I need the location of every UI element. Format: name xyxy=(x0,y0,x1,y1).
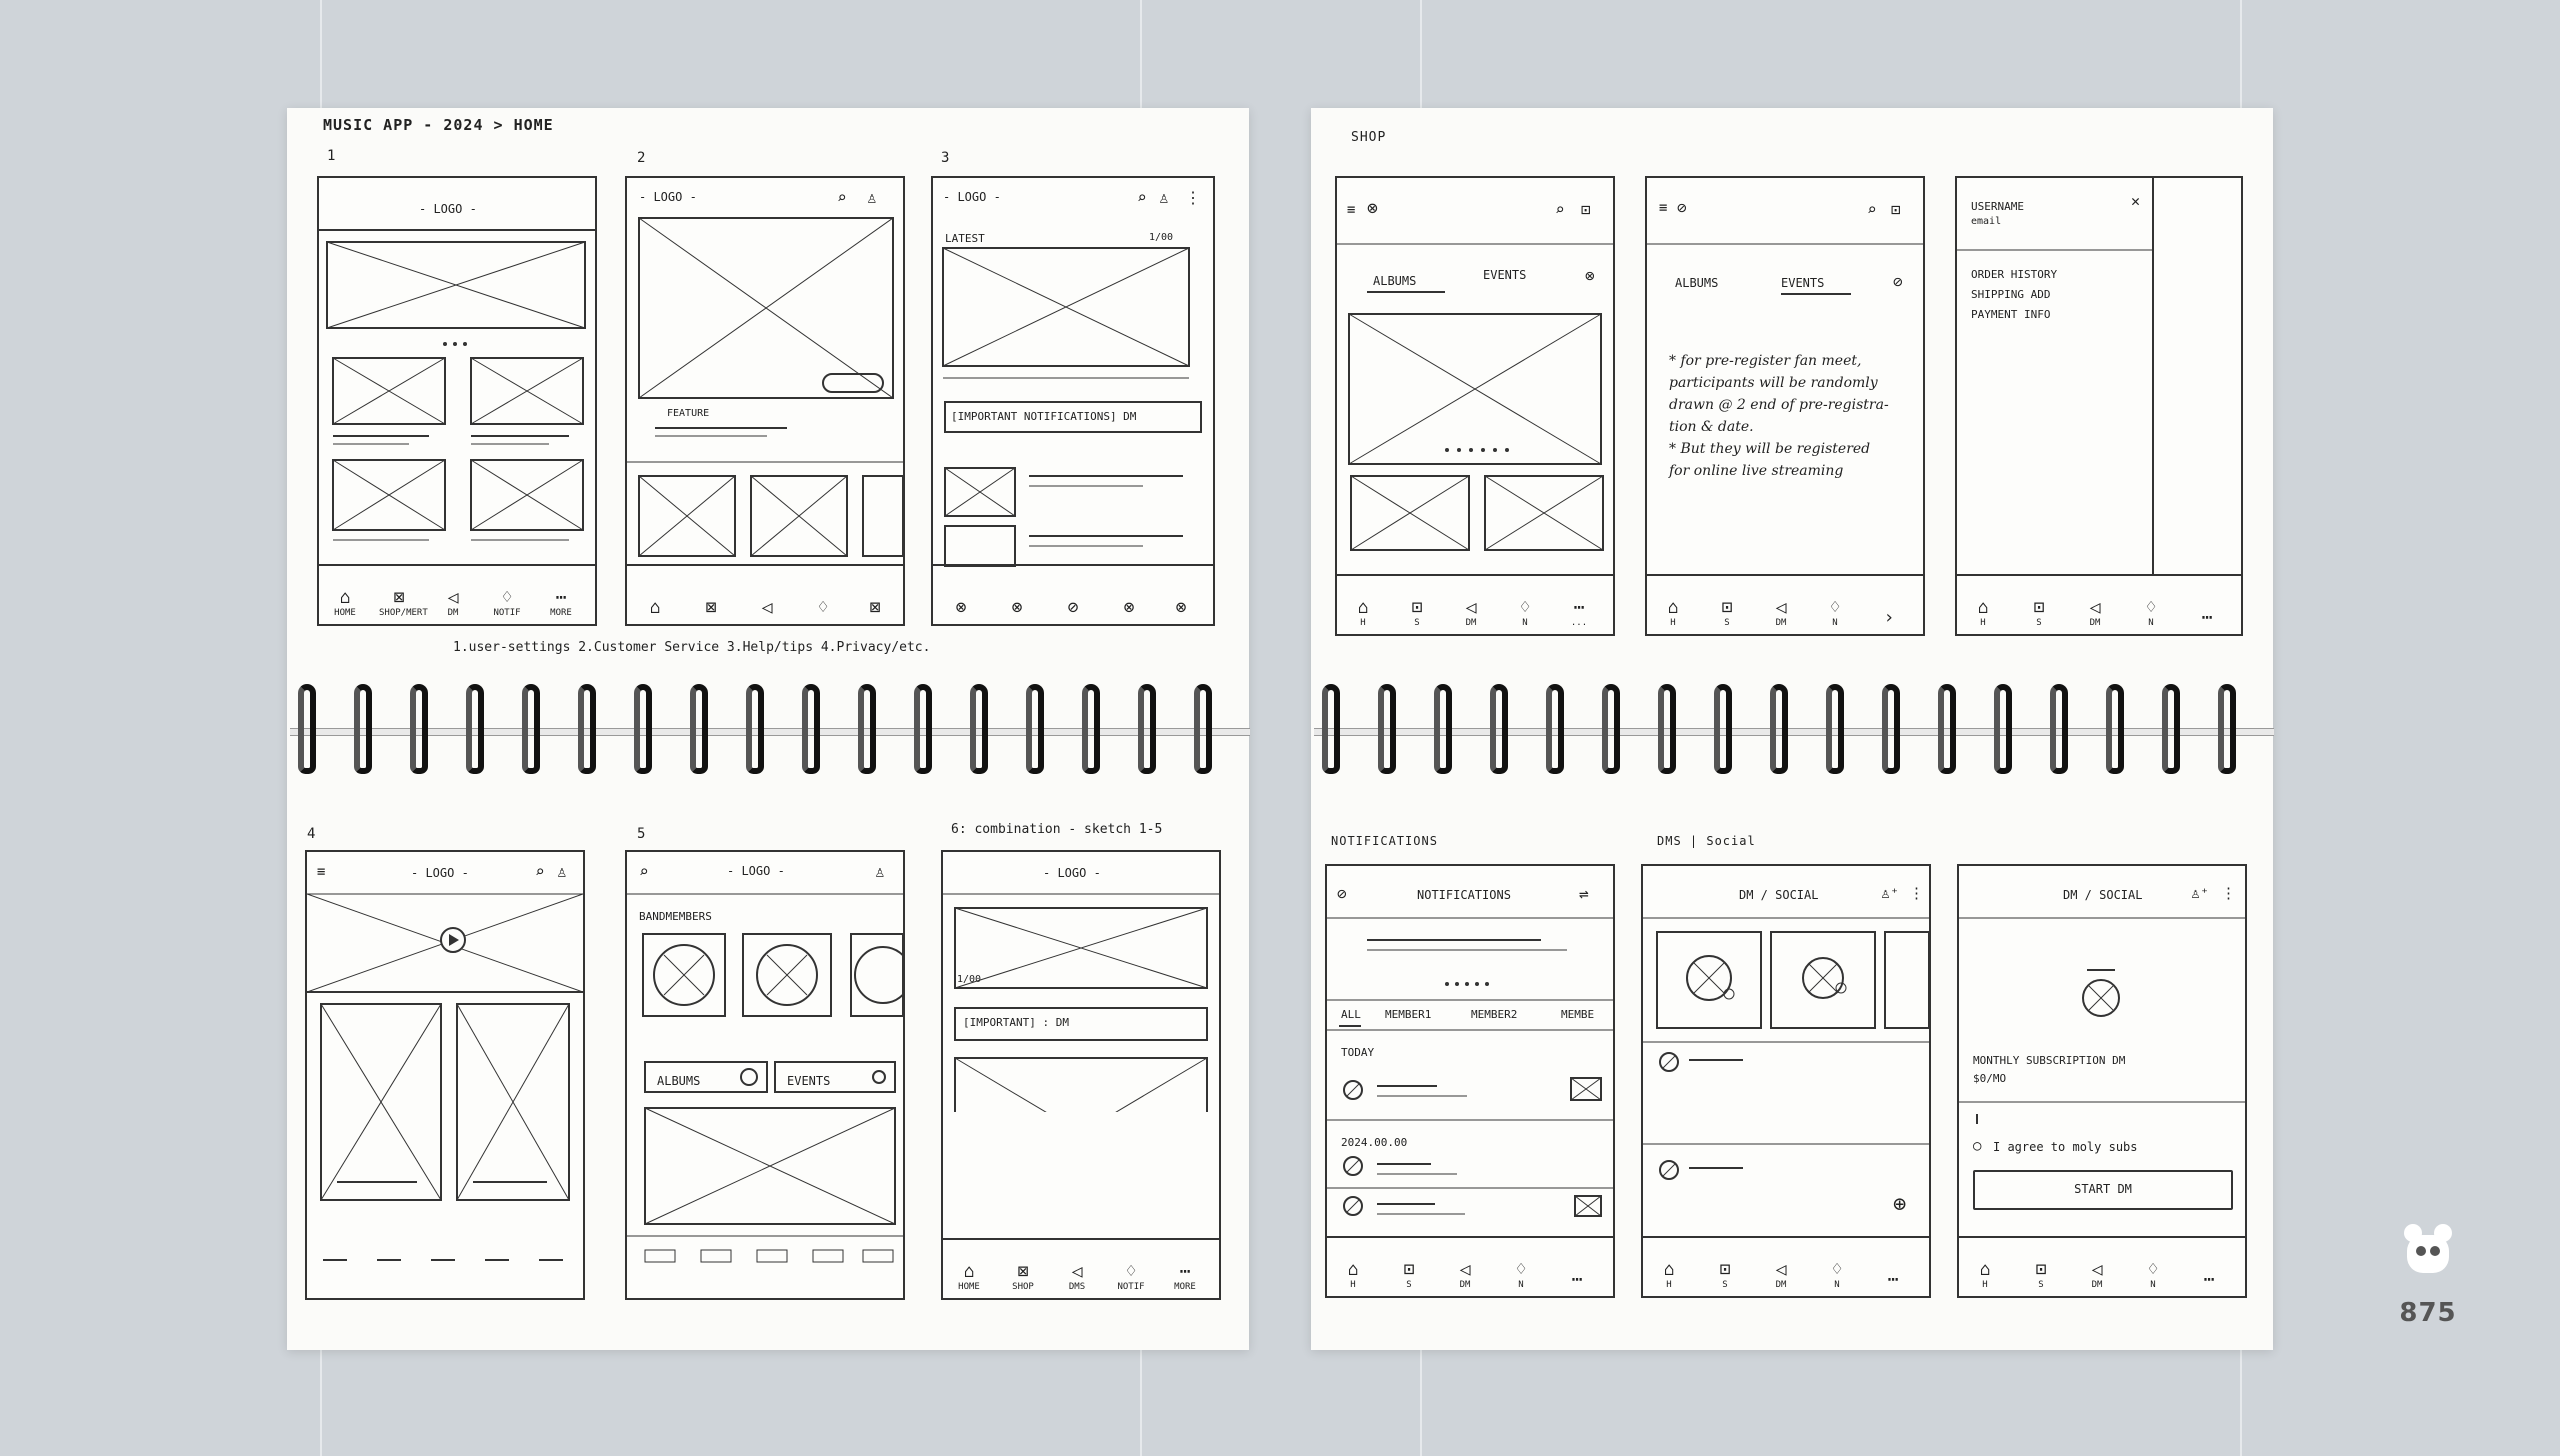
nav-notif[interactable]: ♢ N xyxy=(2131,598,2171,628)
add-user-icon[interactable]: ♙⁺ xyxy=(1881,884,1900,902)
kebab-icon[interactable]: ⋮ xyxy=(1909,884,1924,902)
tab-member2[interactable]: MEMBER2 xyxy=(1471,1008,1518,1021)
bottom-nav xyxy=(1957,574,2241,634)
wireframe-drawing xyxy=(1327,866,1613,1296)
circle-x-icon: ⊗ xyxy=(1123,597,1135,618)
bell-icon: ♢ xyxy=(501,587,513,608)
logo-icon: ⊘ xyxy=(1337,884,1347,903)
home-icon: ⌂ xyxy=(1663,1259,1675,1280)
subscription-price: $0/MO xyxy=(1973,1072,2007,1085)
spiral-coil xyxy=(802,684,820,774)
nav-more[interactable] xyxy=(1557,1270,1597,1290)
nav-shop[interactable]: ⊡ S xyxy=(1707,598,1747,628)
slide-counter: 1/00 xyxy=(957,974,982,985)
nav-home[interactable]: ⌂ H xyxy=(1343,598,1383,628)
spiral-coil xyxy=(1322,684,1340,774)
spiral-coil xyxy=(858,684,876,774)
bottom-nav xyxy=(1643,1236,1929,1296)
sketch-number-2: 2 xyxy=(637,150,647,166)
nav-notif[interactable]: ♢ N xyxy=(2133,1260,2173,1290)
spiral-coil xyxy=(1994,684,2012,774)
nav-dm[interactable]: ◁ DM xyxy=(1451,598,1491,628)
nav-shop[interactable]: ⊡ S xyxy=(1397,598,1437,628)
bell-icon: ♢ xyxy=(2145,597,2157,618)
nav-notif[interactable]: ♢ N xyxy=(1817,1260,1857,1290)
nav-more[interactable]: ⋯ MORE xyxy=(541,588,581,618)
home-icon: ⌂ xyxy=(339,587,351,608)
spiral-coil xyxy=(1378,684,1396,774)
bell-icon: ♢ xyxy=(1829,597,1841,618)
kebab-icon[interactable]: ⋮ xyxy=(1185,188,1201,207)
close-icon[interactable]: ✕ xyxy=(2131,192,2141,210)
bell-icon: ♢ xyxy=(1125,1261,1137,1282)
menu-icon[interactable]: ≡ xyxy=(1347,202,1356,218)
nav-item[interactable] xyxy=(635,598,675,618)
dm-social-screen-2 xyxy=(1957,864,2247,1298)
nav-home[interactable]: ⌂ H xyxy=(1653,598,1693,628)
circle-x-icon: ⊗ xyxy=(955,597,967,618)
spiral-coil xyxy=(298,684,316,774)
nav-more[interactable]: ⋯ ... xyxy=(1559,598,1599,628)
spiral-coil xyxy=(354,684,372,774)
dm-social-screen-1 xyxy=(1641,864,1931,1298)
cart-icon[interactable]: ⊡ xyxy=(1891,200,1901,219)
nav-shop[interactable]: ⊠ SHOP/MERT xyxy=(379,587,428,618)
spiral-coil xyxy=(914,684,932,774)
spiral-coil xyxy=(1138,684,1156,774)
nav-more[interactable] xyxy=(2187,608,2227,628)
username-label: USERNAME xyxy=(1971,200,2024,213)
shop-icon: ⊠ xyxy=(1017,1261,1029,1282)
tab-albums[interactable]: ALBUMS xyxy=(1675,276,1719,290)
menu-icon[interactable]: ≡ xyxy=(1659,200,1668,216)
add-user-icon[interactable]: ♙⁺ xyxy=(2191,884,2210,902)
wireframe-screen-1 xyxy=(317,176,597,626)
bottom-nav xyxy=(627,564,903,624)
home-icon: ⌂ xyxy=(649,597,661,618)
home-icon: ⌂ xyxy=(1667,597,1679,618)
nav-shop[interactable]: ⊡ S xyxy=(1389,1260,1429,1290)
bell-icon: ♢ xyxy=(1831,1259,1843,1280)
spiral-coil xyxy=(746,684,764,774)
nav-notif[interactable]: ♢ N xyxy=(1505,598,1545,628)
sketch-number-3: 3 xyxy=(941,150,951,166)
spiral-coil xyxy=(2162,684,2180,774)
bottom-nav xyxy=(319,564,595,624)
dm-icon: ◁ xyxy=(2089,597,2101,618)
notifications-header: NOTIFICATIONS xyxy=(1417,888,1511,902)
bell-icon: ♢ xyxy=(1519,597,1531,618)
shop-icon: ⊡ xyxy=(2033,597,2045,618)
search-icon[interactable]: ⌕ xyxy=(1555,200,1565,219)
spiral-coil xyxy=(1770,684,1788,774)
nav-shop[interactable]: ⊡ S xyxy=(2019,598,2059,628)
shop-icon: ⊠ xyxy=(705,597,717,618)
spiral-coil xyxy=(1434,684,1452,774)
spiral-coil xyxy=(578,684,596,774)
spiral-coil xyxy=(1714,684,1732,774)
filter-icon[interactable]: ⇌ xyxy=(1579,884,1589,903)
bell-icon: ♢ xyxy=(817,597,829,618)
close-icon[interactable]: ⊗ xyxy=(1585,266,1595,285)
nav-item[interactable] xyxy=(997,598,1037,618)
right-spiral-binding xyxy=(1314,684,2274,784)
wireframe-drawing xyxy=(1957,178,2241,634)
dm-icon: ◁ xyxy=(1775,597,1787,618)
logo-label: - LOGO - xyxy=(639,190,697,204)
nav-item[interactable] xyxy=(691,598,731,618)
dm-icon: ◁ xyxy=(2091,1259,2103,1280)
spiral-coil xyxy=(970,684,988,774)
spiral-coil xyxy=(466,684,484,774)
dm-header: DM / SOCIAL xyxy=(1739,888,1819,902)
nav-item[interactable] xyxy=(747,598,787,618)
wireframe-drawing xyxy=(307,852,583,1298)
nav-more[interactable] xyxy=(1869,608,1909,628)
brand-mark-icon xyxy=(2393,1219,2463,1289)
tab-member3[interactable]: MEMBE xyxy=(1561,1008,1595,1021)
spiral-coil xyxy=(522,684,540,774)
nav-notif[interactable]: ♢ NOTIF xyxy=(487,588,527,618)
nav-notif[interactable]: ♢ NOTIF xyxy=(1111,1262,1151,1292)
spiral-coil xyxy=(1602,684,1620,774)
close-icon[interactable]: ⊘ xyxy=(1893,272,1903,291)
bottom-nav xyxy=(1959,1236,2245,1296)
user-icon[interactable]: ♙ xyxy=(1159,188,1169,207)
wireframe-screen-4 xyxy=(305,850,585,1300)
dm-icon: ◁ xyxy=(1459,1259,1471,1280)
menu-order-history[interactable]: ORDER HISTORY xyxy=(1971,268,2058,281)
nav-more[interactable]: ⋯ MORE xyxy=(1165,1262,1205,1292)
today-label: TODAY xyxy=(1341,1046,1375,1059)
nav-home[interactable]: ⌂ H xyxy=(1649,1260,1689,1290)
logo-label: - LOGO - xyxy=(1043,866,1101,880)
nav-home[interactable]: ⌂ HOME xyxy=(325,588,365,618)
shop-icon: ⊡ xyxy=(1721,597,1733,618)
bottom-nav xyxy=(933,564,1213,624)
menu-icon[interactable]: ≡ xyxy=(317,864,326,880)
home-icon: ⌂ xyxy=(1347,1259,1359,1280)
spiral-coil xyxy=(1546,684,1564,774)
shop-screen-1 xyxy=(1335,176,1615,636)
nav-home[interactable]: ⌂ HOME xyxy=(949,1262,989,1292)
wireframe-drawing xyxy=(943,852,1219,1112)
sketch-number-5: 5 xyxy=(637,826,647,842)
nav-dm[interactable]: ◁ DM xyxy=(1761,1260,1801,1290)
spiral-coil xyxy=(1026,684,1044,774)
home-icon: ⌂ xyxy=(963,1261,975,1282)
page-title: MUSIC APP - 2024 > HOME xyxy=(323,116,554,134)
spiral-coil xyxy=(1082,684,1100,774)
slide-counter: 1/00 xyxy=(1149,232,1174,243)
wireframe-drawing xyxy=(1643,866,1929,1296)
nav-item[interactable] xyxy=(1161,598,1201,618)
latest-label: LATEST xyxy=(945,232,985,245)
user-icon[interactable]: ♙ xyxy=(557,862,567,881)
chevron-right-icon: › xyxy=(1883,607,1895,628)
more-icon: ⋯ xyxy=(1179,1261,1191,1282)
wireframe-drawing xyxy=(1959,866,2245,1166)
brand-logo xyxy=(2388,1219,2468,1328)
tab-events[interactable]: EVENTS xyxy=(1781,276,1825,290)
start-dm-button[interactable] xyxy=(1973,1170,2233,1210)
sketch-number-1: 1 xyxy=(327,148,337,164)
nav-more[interactable] xyxy=(1873,1270,1913,1290)
notifications-screen xyxy=(1325,864,1615,1298)
nav-dm[interactable]: ◁ DMS xyxy=(1057,1262,1097,1292)
nav-item[interactable] xyxy=(1053,598,1093,618)
nav-home[interactable]: ⌂ H xyxy=(1963,598,2003,628)
nav-dm[interactable]: ◁ DM xyxy=(1761,598,1801,628)
nav-home[interactable]: ⌂ H xyxy=(1965,1260,2005,1290)
bottom-nav xyxy=(1327,1236,1613,1296)
agree-checkbox[interactable]: ○ xyxy=(1973,1138,1982,1154)
wireframe-drawing xyxy=(1647,178,1923,298)
bell-icon: ♢ xyxy=(2147,1259,2159,1280)
nav-dm[interactable]: ◁ DM xyxy=(1445,1260,1485,1290)
cart-icon[interactable]: ⊡ xyxy=(1581,200,1591,219)
dms-section-title: DMS | Social xyxy=(1657,834,1756,848)
bottom-nav xyxy=(943,1238,1219,1298)
spiral-coil xyxy=(2218,684,2236,774)
left-spiral-binding xyxy=(290,684,1250,784)
more-icon: ⋯ xyxy=(1887,1269,1899,1290)
wireframe-drawing xyxy=(933,178,1213,624)
search-icon[interactable]: ⌕ xyxy=(1137,188,1147,207)
circle-x-icon: ⊗ xyxy=(1011,597,1023,618)
email-label: email xyxy=(1971,216,2002,227)
logo-label: - LOGO - xyxy=(727,864,785,878)
spiral-coil xyxy=(1490,684,1508,774)
kebab-icon[interactable]: ⋮ xyxy=(2221,884,2236,902)
tab-all[interactable]: ALL xyxy=(1341,1008,1361,1021)
shop-icon: ⊡ xyxy=(1719,1259,1731,1280)
home-icon: ⌂ xyxy=(1979,1259,1991,1280)
shop-icon: ⊡ xyxy=(1403,1259,1415,1280)
spiral-coil xyxy=(410,684,428,774)
nav-item[interactable] xyxy=(1109,598,1149,618)
dm-icon: ◁ xyxy=(1465,597,1477,618)
home-icon: ⌂ xyxy=(1357,597,1369,618)
events-tab[interactable]: EVENTS xyxy=(787,1074,831,1088)
shop-icon: ⊡ xyxy=(1411,597,1423,618)
bottom-nav xyxy=(1337,574,1613,634)
wireframe-drawing xyxy=(1337,178,1613,634)
more-icon: ⋯ xyxy=(1571,1269,1583,1290)
start-dm-label: START DM xyxy=(2074,1182,2132,1196)
tab-member1[interactable]: MEMBER1 xyxy=(1385,1008,1432,1021)
logo-label: - LOGO - xyxy=(411,866,469,880)
spiral-coil xyxy=(1194,684,1212,774)
dm-icon: ◁ xyxy=(447,587,459,608)
logo-label: - LOGO - xyxy=(943,190,1001,204)
logo-icon: ⊘ xyxy=(1677,198,1687,217)
wireframe-drawing xyxy=(627,178,903,624)
bell-icon: ♢ xyxy=(1515,1259,1527,1280)
search-icon[interactable]: ⌕ xyxy=(837,188,847,207)
menu-payment[interactable]: PAYMENT INFO xyxy=(1971,308,2051,321)
dm-icon: ◁ xyxy=(1775,1259,1787,1280)
subscription-title: MONTHLY SUBSCRIPTION DM xyxy=(1973,1054,2126,1067)
spiral-coil xyxy=(1826,684,1844,774)
combination-title: 6: combination - sketch 1-5 xyxy=(951,822,1163,837)
nav-item[interactable] xyxy=(941,598,981,618)
circle-x-icon: ⊘ xyxy=(1067,597,1079,618)
add-button[interactable]: ⊕ xyxy=(1893,1192,1907,1217)
sketch-number-4: 4 xyxy=(307,826,317,842)
spiral-coil xyxy=(1938,684,1956,774)
shop-section-title: SHOP xyxy=(1351,130,1387,145)
more-icon: ⋯ xyxy=(1573,597,1585,618)
spiral-coil xyxy=(2106,684,2124,774)
circle-x-icon: ⊗ xyxy=(1175,597,1187,618)
wireframe-drawing xyxy=(319,178,595,624)
nav-notif[interactable]: ♢ N xyxy=(1815,598,1855,628)
nav-dm[interactable]: ◁ DM xyxy=(2075,598,2115,628)
band-members-label: BANDMEMBERS xyxy=(639,910,712,923)
nav-item[interactable] xyxy=(803,598,843,618)
shop-icon: ⊡ xyxy=(2035,1259,2047,1280)
important-notice[interactable]: [IMPORTANT] : DM xyxy=(963,1016,1069,1029)
nav-dm[interactable]: ◁ DM xyxy=(2077,1260,2117,1290)
shop-icon: ⊠ xyxy=(393,587,405,608)
agree-label: I agree to moly subs xyxy=(1993,1140,2138,1154)
spiral-coil xyxy=(634,684,652,774)
spiral-coil xyxy=(690,684,708,774)
albums-tab[interactable]: ALBUMS xyxy=(657,1074,701,1088)
dm-header: DM / SOCIAL xyxy=(2063,888,2143,902)
search-icon[interactable]: ⌕ xyxy=(1867,200,1877,219)
home-icon: ⌂ xyxy=(1977,597,1989,618)
bottom-nav xyxy=(1647,574,1923,634)
spiral-coil xyxy=(2050,684,2068,774)
more-icon: ⊠ xyxy=(869,597,881,618)
dm-icon: ◁ xyxy=(1071,1261,1083,1282)
important-notice[interactable]: [IMPORTANT NOTIFICATIONS] DM xyxy=(951,410,1137,423)
nav-more[interactable] xyxy=(2189,1270,2229,1290)
spiral-coil xyxy=(1882,684,1900,774)
nav-dm[interactable]: ◁ DM xyxy=(433,588,473,618)
tab-events[interactable]: EVENTS xyxy=(1483,268,1527,282)
spiral-coil xyxy=(1658,684,1676,774)
brand-number: 875 xyxy=(2399,1298,2457,1328)
feature-label: FEATURE xyxy=(667,408,710,419)
search-icon[interactable]: ⌕ xyxy=(639,862,649,881)
menu-shipping[interactable]: SHIPPING ADD xyxy=(1971,288,2051,301)
user-icon[interactable]: ♙ xyxy=(875,862,885,881)
date-label: 2024.00.00 xyxy=(1341,1136,1408,1149)
pre-register-note: * for pre-register fan meet, participants will be randomly drawn @ 2 end of pre-registra- tion & date. * But they will be registered for online live streaming xyxy=(1669,353,1889,479)
account-screen xyxy=(1955,176,2243,636)
settings-note: 1.user-settings 2.Customer Service 3.Help/tips 4.Privacy/etc. xyxy=(453,640,931,655)
more-icon: ⋯ xyxy=(2201,607,2213,628)
nav-notif[interactable]: ♢ N xyxy=(1501,1260,1541,1290)
nav-shop[interactable]: ⊡ S xyxy=(1705,1260,1745,1290)
nav-item[interactable] xyxy=(855,598,895,618)
search-icon[interactable]: ⌕ xyxy=(535,862,545,881)
wireframe-screen-2 xyxy=(625,176,905,626)
user-icon[interactable]: ♙ xyxy=(867,188,877,207)
wireframe-screen-6 xyxy=(941,850,1221,1300)
wireframe-drawing xyxy=(627,852,903,1298)
more-icon: ⋯ xyxy=(2203,1269,2215,1290)
shop-screen-2 xyxy=(1645,176,1925,636)
dm-icon: ◁ xyxy=(761,597,773,618)
more-icon: ⋯ xyxy=(555,587,567,608)
wireframe-screen-5 xyxy=(625,850,905,1300)
notifications-section-title: NOTIFICATIONS xyxy=(1331,834,1438,848)
wireframe-screen-3 xyxy=(931,176,1215,626)
nav-home[interactable]: ⌂ H xyxy=(1333,1260,1373,1290)
tab-albums[interactable]: ALBUMS xyxy=(1373,274,1417,288)
logo-icon: ⊗ xyxy=(1367,198,1378,219)
logo-label: - LOGO - xyxy=(419,202,477,216)
nav-shop[interactable]: ⊡ S xyxy=(2021,1260,2061,1290)
nav-shop[interactable]: ⊠ SHOP xyxy=(1003,1262,1043,1292)
